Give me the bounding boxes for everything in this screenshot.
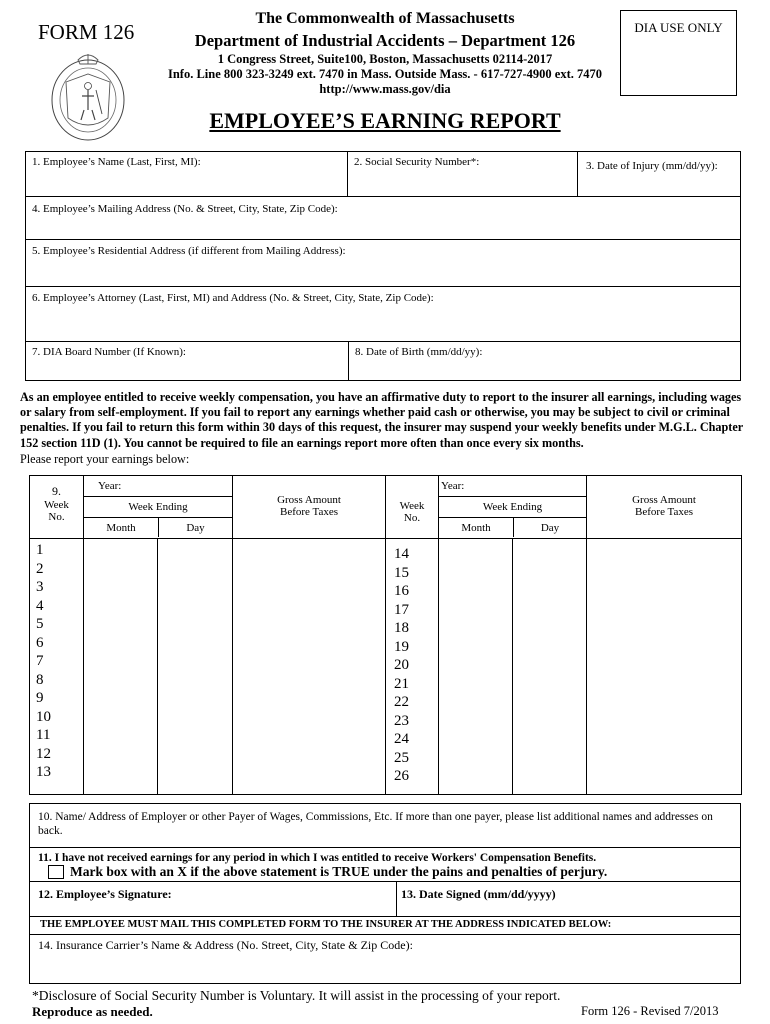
field-employee-name[interactable]: [25, 151, 348, 197]
week-label: Week: [399, 500, 425, 512]
week-number: 24: [394, 731, 410, 747]
no-label: No.: [403, 512, 421, 524]
gross-amount-label: Gross Amount: [632, 494, 696, 506]
before-taxes-label: Before Taxes: [280, 506, 338, 518]
week-number: 7: [36, 653, 44, 669]
field-12-label: 12. Employee’s Signature:: [38, 887, 172, 901]
field-date-of-injury[interactable]: [577, 151, 741, 197]
field-employee-signature[interactable]: [29, 881, 397, 917]
no-label: No.: [48, 511, 65, 523]
field-10-label: 10. Name/ Address of Employer or other Payer of Wages, Commissions, Etc. If more than one payer, please list additional names and addresses on back.: [38, 811, 713, 837]
header-info-line: Info. Line 800 323-3249 ext. 7470 in Mass. Outside Mass. - 617-727-4900 ext. 7470: [167, 67, 602, 81]
week-ending-label: Week Ending: [128, 501, 188, 513]
before-taxes-label: Before Taxes: [635, 506, 694, 518]
gross-header-right: [587, 476, 742, 539]
mail-notice: [29, 916, 741, 935]
instructions-paragraph: As an employee entitled to receive weekly compensation, you have an affirmative duty to report to the insurer all earnings, including wages or salary from self-employment. If you fail to report any earnings whether paid cash or otherwise, you may be subject to civil or criminal penalties. If you fail to return this form within 30 days of this request, the insurer may suspend your weekly benefits under M.G.L. Chapter 152 section 11D (1). You cannot be required to file an earnings report more often than once every six months.: [20, 390, 743, 450]
week-number: 5: [36, 616, 44, 632]
field-5-label: 5. Employee’s Residential Address (if different from Mailing Address):: [32, 245, 346, 257]
state-seal-icon: [48, 48, 128, 144]
month-label: Month: [84, 518, 159, 537]
week-number: 9: [36, 690, 44, 706]
section-11-statement: [29, 847, 741, 882]
true-statement-checkbox[interactable]: [48, 865, 64, 879]
week-ending-header-left: [84, 476, 233, 539]
week-number: 16: [394, 583, 410, 599]
checkbox-label: Mark box with an X if the above statement is TRUE under the pains and penalties of perjury.: [70, 864, 608, 879]
week-number: 11: [36, 727, 51, 743]
field-date-signed[interactable]: [396, 881, 741, 917]
field-4-label: 4. Employee’s Mailing Address (No. & Street, City, State, Zip Code):: [32, 203, 338, 215]
page-title: EMPLOYEE’S EARNING REPORT: [209, 108, 561, 133]
week-number: 6: [36, 634, 44, 651]
week-number: 1: [36, 542, 44, 558]
week-no-header-left: [30, 476, 84, 539]
field-insurance-carrier[interactable]: [29, 934, 741, 984]
week-ending-header-right: [439, 476, 587, 539]
field-dia-board-number[interactable]: [25, 341, 349, 381]
month-input-right[interactable]: [439, 539, 513, 795]
week-label: Week: [44, 499, 69, 511]
header-address: 1 Congress Street, Suite100, Boston, Massachusetts 02114-2017: [217, 52, 553, 66]
gross-amount-label: Gross Amount: [277, 494, 341, 506]
week-number: 20: [394, 657, 410, 673]
instructions-report-prompt: Please report your earnings below:: [20, 452, 190, 466]
field-residential-address[interactable]: [25, 239, 741, 287]
week-number: 22: [394, 694, 410, 710]
field-2-label: 2. Social Security Number*:: [354, 156, 480, 168]
week-number: 17: [394, 601, 410, 618]
field-ssn[interactable]: [347, 151, 578, 197]
week-number: 19: [394, 638, 410, 655]
form-number: FORM 126: [38, 20, 135, 44]
week-ending-label: Week Ending: [482, 501, 543, 513]
reproduce-note: Reproduce as needed.: [32, 1004, 153, 1019]
week-number: 18: [394, 620, 410, 636]
year-label: Year:: [98, 480, 122, 492]
week-number: 2: [36, 560, 44, 577]
year-label: Year:: [441, 480, 465, 492]
item-9-label: 9.: [52, 484, 61, 498]
week-number: 14: [394, 546, 410, 562]
week-numbers-left: [30, 539, 84, 795]
week-number: 4: [36, 597, 44, 614]
week-number: 21: [394, 675, 410, 692]
field-6-label: 6. Employee’s Attorney (Last, First, MI) and Address (No. & Street, City, State, Zip Code):: [32, 292, 434, 304]
week-numbers-right: [386, 539, 439, 795]
week-number: 8: [36, 671, 44, 688]
month-input-left[interactable]: [84, 539, 158, 795]
day-input-left[interactable]: [158, 539, 233, 795]
week-number: 15: [394, 564, 410, 581]
week-number: 25: [394, 749, 410, 766]
week-number: 26: [394, 768, 410, 784]
day-label: Day: [540, 522, 560, 534]
field-13-label: 13. Date Signed (mm/dd/yyyy): [401, 887, 556, 901]
ssn-disclosure-note: *Disclosure of Social Security Number is Voluntary. It will assist in the processing of your report.: [32, 988, 561, 1003]
field-11-label: 11. I have not received earnings for any period in which I was entitled to receive Workers' Compensation Benefits.: [38, 852, 597, 864]
field-employer-address[interactable]: [29, 803, 741, 848]
day-input-right[interactable]: [513, 539, 587, 795]
week-number: 12: [36, 745, 51, 762]
week-number: 13: [36, 764, 51, 780]
week-number: 3: [36, 579, 44, 595]
field-8-label: 8. Date of Birth (mm/dd/yy):: [355, 346, 483, 358]
month-label: Month: [439, 518, 514, 537]
week-number: 23: [394, 712, 410, 729]
day-label: Day: [186, 522, 205, 534]
header-commonwealth: The Commonwealth of Massachusetts: [255, 10, 515, 27]
header-website: http://www.mass.gov/dia: [319, 82, 451, 96]
week-number: 10: [36, 708, 51, 725]
field-3-label: 3. Date of Injury (mm/dd/yy):: [586, 160, 718, 172]
field-date-of-birth[interactable]: [348, 341, 741, 381]
gross-header-left: [233, 476, 386, 539]
field-attorney[interactable]: [25, 286, 741, 342]
gross-input-left[interactable]: [233, 539, 386, 795]
dia-use-only-box: DIA USE ONLY: [620, 10, 737, 96]
earnings-table: [29, 475, 742, 795]
header-department: Department of Industrial Accidents – Department 126: [194, 31, 576, 50]
week-no-header-right: [386, 476, 439, 539]
field-mailing-address[interactable]: [25, 196, 741, 240]
form-revision: Form 126 - Revised 7/2013: [581, 1004, 719, 1018]
mail-notice-text: THE EMPLOYEE MUST MAIL THIS COMPLETED FORM TO THE INSURER AT THE ADDRESS INDICATED BELOW:: [40, 919, 612, 930]
field-7-label: 7. DIA Board Number (If Known):: [32, 346, 186, 358]
gross-input-right[interactable]: [587, 539, 742, 795]
field-14-label: 14. Insurance Carrier’s Name & Address (No. Street, City, State & Zip Code):: [38, 938, 413, 952]
field-1-label: 1. Employee’s Name (Last, First, MI):: [32, 156, 201, 168]
